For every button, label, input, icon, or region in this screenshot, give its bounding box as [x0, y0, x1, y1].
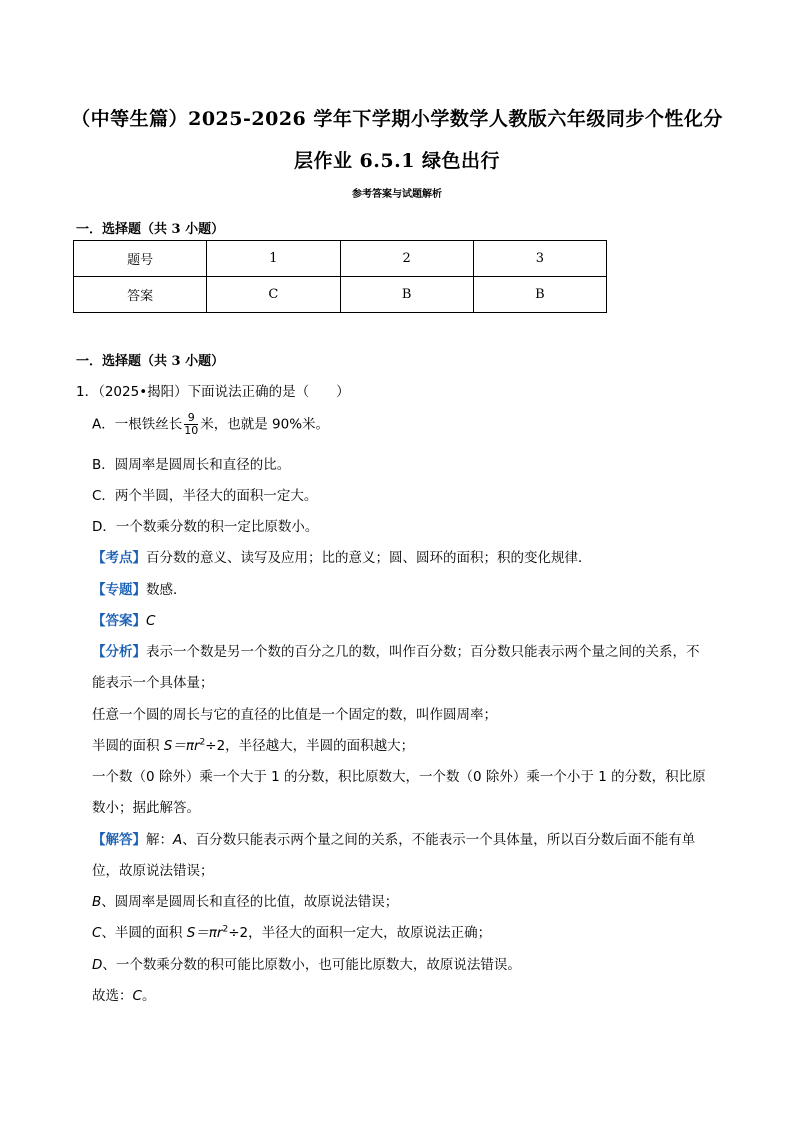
zhuanti-line: [92, 578, 187, 598]
document-subtitle: 参考答案与试题解析: [352, 189, 442, 200]
solution-line: [92, 828, 695, 848]
text: 解：: [146, 832, 173, 848]
analysis-tag: 【分析】: [92, 644, 146, 660]
solution-text-cont: 位，故原说法错误；: [92, 863, 214, 879]
table-row: [74, 241, 607, 277]
kaodian-text: 百分数的意义、读写及应用；比的意义；圆、圆环的面积；积的变化规律．: [146, 550, 592, 566]
table-row: [74, 277, 607, 313]
letter: D: [92, 957, 103, 973]
fraction-numerator: 9: [184, 412, 198, 425]
table-cell: B: [473, 277, 606, 313]
section-heading-answer-table: 一．选择题（共 3 小题）: [76, 222, 225, 237]
answer-line: [92, 609, 155, 629]
analysis-text-cont: 能表示一个具体量；: [92, 675, 214, 691]
table-row-label: 答案: [74, 277, 207, 313]
letter: A: [173, 832, 183, 848]
table-cell: 2: [340, 241, 473, 277]
analysis-text-fraction: 一个数（0 除外）乘一个大于 1 的分数，积比原数大，一个数（0 除外）乘一个小于 1 的分数，积比原: [92, 769, 706, 785]
formula: S＝πr: [186, 925, 223, 941]
letter: C: [92, 925, 102, 941]
formula-exponent: 2: [199, 737, 206, 748]
table-cell: 3: [473, 241, 606, 277]
solution-d: [92, 953, 521, 973]
answer-text: C: [146, 613, 156, 629]
text: 、一个数乘分数的积可能比原数小，也可能比原数大，故原说法错误。: [102, 957, 521, 973]
answer-tag: 【答案】: [92, 613, 146, 629]
text: 故选：: [92, 988, 133, 1004]
kaodian-tag: 【考点】: [92, 550, 146, 566]
option-a-text: A．一根铁丝长: [92, 416, 183, 433]
text: 。: [141, 988, 156, 1004]
question-stem: 1．（2025•揭阳）下面说法正确的是（ ）: [76, 384, 350, 400]
table-cell: B: [340, 277, 473, 313]
analysis-text: 表示一个数是另一个数的百分之几的数，叫作百分数；百分数只能表示两个量之间的关系，不: [146, 644, 700, 660]
answer-table: [73, 240, 607, 313]
option-d: D．一个数乘分数的积一定比原数小。: [92, 519, 319, 535]
analysis-text-end: 数小；据此解答。: [92, 800, 200, 816]
final-choice: [92, 984, 155, 1004]
table-row-label: 题号: [74, 241, 207, 277]
table-cell: 1: [207, 241, 340, 277]
solution-c: [92, 921, 491, 941]
option-a: [92, 412, 329, 437]
text: 、圆周率是圆周长和直径的比值，故原说法错误；: [101, 894, 399, 910]
analysis-text-pi: 任意一个圆的周长与它的直径的比值是一个固定的数，叫作圆周率；: [92, 707, 497, 723]
section-heading-questions: 一．选择题（共 3 小题）: [76, 354, 225, 369]
formula: S＝πr: [163, 738, 200, 754]
option-c: C．两个半圆，半径大的面积一定大。: [92, 488, 318, 504]
text: ÷2，半径大的面积一定大，故原说法正确；: [228, 925, 492, 941]
document-title-line1: （中等生篇）2025-2026 学年下学期小学数学人教版六年级同步个性化分: [71, 108, 723, 130]
analysis-text-semicircle: [92, 734, 414, 754]
letter: C: [132, 988, 142, 1004]
text: 半圆的面积: [92, 738, 164, 754]
analysis-line: [92, 640, 700, 660]
letter: B: [92, 894, 102, 910]
fraction-denominator: 10: [184, 424, 199, 437]
text: 、百分数只能表示两个量之间的关系，不能表示一个具体量，所以百分数后面不能有单: [182, 832, 696, 848]
option-a-text-end: 米，也就是 90%米。: [200, 416, 330, 433]
solution-b: [92, 890, 398, 910]
solution-tag: 【解答】: [92, 832, 146, 848]
option-b: B．圆周率是圆周长和直径的比。: [92, 457, 291, 473]
zhuanti-text: 数感．: [146, 582, 187, 598]
table-cell: C: [207, 277, 340, 313]
document-title-line2: 层作业 6.5.1 绿色出行: [293, 150, 501, 172]
fraction: [184, 412, 198, 437]
kaodian-line: [92, 546, 592, 566]
text: 、半圆的面积: [101, 925, 187, 941]
zhuanti-tag: 【专题】: [92, 582, 146, 598]
text: ÷2，半径越大，半圆的面积越大；: [205, 738, 415, 754]
formula-exponent: 2: [222, 924, 229, 935]
